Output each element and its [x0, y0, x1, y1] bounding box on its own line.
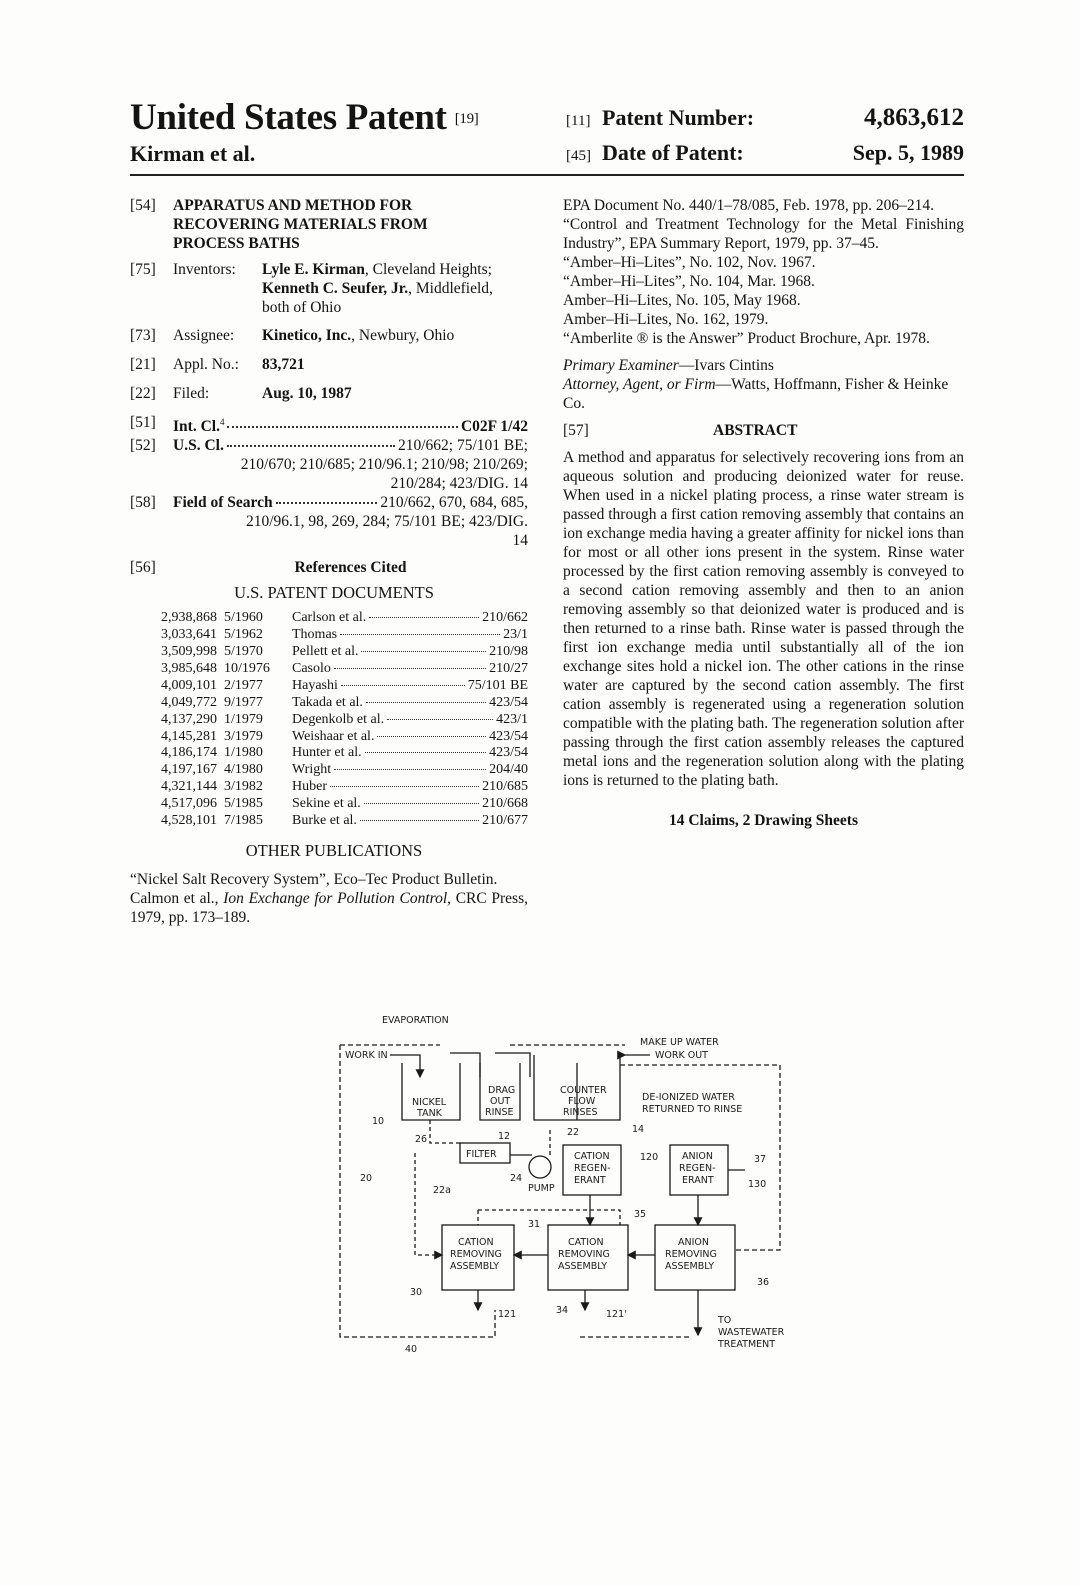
ref-37: 37 [754, 1154, 767, 1165]
pub-2-source: CRC Press, 1979, pp. 173–189. [130, 889, 528, 926]
reference-row [161, 796, 528, 813]
title-line-3: PROCESS BATHS [173, 235, 300, 252]
reference-name: Casolo [292, 660, 331, 676]
reference-leader [341, 685, 465, 686]
reference-class: 210/27 [489, 660, 528, 676]
fos-label: Field of Search [173, 494, 273, 512]
inventor-1-name: Lyle E. Kirman [262, 261, 365, 278]
ref-121: 121 [498, 1309, 517, 1320]
reference-row [161, 661, 528, 678]
title-text: United States Patent [130, 97, 447, 138]
reference-row [161, 762, 528, 779]
reference-row [161, 745, 528, 762]
patent-number-tag: [11] [566, 113, 591, 129]
ref-36: 36 [757, 1277, 770, 1288]
reference-class: 210/685 [482, 779, 528, 795]
uscl-tag: [52] [130, 437, 156, 455]
fos-line-3: 14 [512, 532, 528, 550]
title-field-tag: [54] [130, 197, 156, 214]
publication-entry: “Amber–Hi–Lites”, No. 104, Mar. 1968. [563, 273, 815, 290]
reference-name: Hunter et al. [292, 745, 362, 761]
ref-121-prime: 121' [606, 1309, 627, 1320]
reference-name: Weishaar et al. [292, 728, 375, 744]
cation-removing-2-line-3: ASSEMBLY [558, 1261, 608, 1272]
abstract-heading-row [563, 421, 964, 440]
work-out-label: WORK OUT [655, 1050, 708, 1061]
us-docs-heading: U.S. PATENT DOCUMENTS [234, 583, 434, 603]
header-rule [130, 174, 964, 176]
publication-entry: Amber–Hi–Lites, No. 162, 1979. [563, 311, 769, 328]
reference-name-cell [292, 627, 528, 644]
intcl-tag: [51] [130, 414, 156, 431]
make-up-water-label: MAKE UP WATER [640, 1037, 719, 1048]
uscl-line-2: 210/670; 210/685; 210/96.1; 210/98; 210/269; [240, 456, 528, 474]
reference-number: 4,528,101 [161, 813, 217, 829]
reference-class: 23/1 [503, 627, 528, 643]
cation-regen-line-1: CATION [574, 1151, 610, 1162]
reference-date: 1/1980 [224, 745, 263, 761]
reference-number: 3,985,648 [161, 660, 217, 676]
cation-removing-2-line-1: CATION [568, 1237, 604, 1248]
abstract-heading: ABSTRACT [713, 422, 798, 439]
reference-row [161, 644, 528, 661]
cation-regen-line-2: REGEN- [574, 1163, 611, 1174]
ref-26: 26 [415, 1134, 428, 1145]
counter-flow-line-3: RINSES [563, 1107, 598, 1118]
reference-row [161, 678, 528, 695]
rack-transfer-1 [450, 1053, 480, 1077]
reference-number: 4,186,174 [161, 745, 217, 761]
filed-date: Aug. 10, 1987 [262, 385, 352, 402]
reference-number: 4,197,167 [161, 762, 217, 778]
wastewater-line-2: WASTEWATER [718, 1327, 785, 1338]
reference-class: 204/40 [489, 762, 528, 778]
process-diagram [320, 1005, 800, 1355]
reference-leader [364, 803, 479, 804]
cation-removing-2-line-2: REMOVING [558, 1249, 610, 1260]
date-line [566, 140, 964, 166]
reference-number: 4,049,772 [161, 694, 217, 710]
inventor-2-name: Kenneth C. Seufer, Jr. [262, 280, 409, 297]
counter-flow-line-1: COUNTER [560, 1085, 607, 1096]
pump-symbol [529, 1156, 551, 1178]
reference-date: 5/1970 [224, 643, 263, 659]
intcl-sup: 4 [219, 417, 225, 427]
anion-regen-line-3: ERANT [682, 1175, 714, 1186]
filed-field [130, 384, 528, 403]
fos-field [130, 493, 528, 550]
ref-22: 22 [567, 1127, 580, 1138]
reference-name: Wright [292, 762, 332, 778]
right-column [563, 196, 964, 830]
reference-number: 4,009,101 [161, 677, 217, 693]
drag-out-line-3: RINSE [485, 1107, 514, 1118]
attorney-name: —Watts, Hoffmann, Fisher & Heinke Co. [563, 376, 949, 412]
reference-leader [387, 719, 493, 720]
reference-date: 9/1977 [224, 694, 263, 710]
appl-number: 83,721 [262, 356, 305, 373]
filter-label: FILTER [466, 1149, 497, 1160]
reference-row [161, 813, 528, 830]
anion-removing-line-3: ASSEMBLY [665, 1261, 715, 1272]
title-tag: [19] [454, 111, 479, 127]
intcl-value: C02F 1/42 [460, 418, 528, 436]
reference-class: 210/677 [482, 813, 528, 829]
filed-tag: [22] [130, 385, 156, 402]
appl-field [130, 355, 528, 374]
reference-class: 75/101 BE [467, 677, 528, 693]
reference-date: 1/1979 [224, 711, 263, 727]
reference-class: 210/668 [482, 796, 528, 812]
reference-name: Thomas [292, 627, 338, 643]
fos-value: 210/662, 670, 684, 685, [380, 494, 528, 512]
examiner-name: —Ivars Cintins [678, 357, 774, 374]
reference-class: 423/54 [489, 694, 528, 710]
patent-number: 4,863,612 [864, 104, 964, 131]
assignee-label: Assignee: [173, 327, 235, 344]
reference-name-cell [292, 729, 528, 746]
drag-out-line-2: OUT [490, 1096, 511, 1107]
reference-name-cell [292, 779, 528, 796]
fos-tag: [58] [130, 494, 156, 512]
ref-120: 120 [640, 1152, 659, 1163]
attorney-label: Attorney, Agent, or Firm [563, 376, 716, 393]
pub-2-authors: Calmon et al., [130, 889, 224, 907]
anion-regen-line-2: REGEN- [679, 1163, 716, 1174]
reference-row [161, 610, 528, 627]
reference-row [161, 712, 528, 729]
ref-10: 10 [372, 1116, 385, 1127]
references-tag: [56] [130, 559, 156, 577]
rack-transfer-2 [495, 1053, 530, 1077]
reference-date: 4/1980 [224, 762, 263, 778]
reference-date: 5/1985 [224, 796, 263, 812]
reference-name: Hayashi [292, 677, 338, 693]
reference-leader [340, 634, 500, 635]
publication-entry: Amber–Hi–Lites, No. 105, May 1968. [563, 292, 801, 309]
drag-out-line-1: DRAG [488, 1085, 516, 1096]
reference-name: Huber [292, 779, 327, 795]
document-title [130, 96, 478, 139]
work-in-arrow [390, 1055, 420, 1077]
reference-number: 4,517,096 [161, 796, 217, 812]
pubs-continued [563, 196, 964, 348]
assignee-place: , Newbury, Ohio [351, 327, 455, 344]
wastewater-line-1: TO [718, 1315, 732, 1326]
uscl-field [130, 436, 528, 493]
reference-name-cell [292, 695, 528, 712]
date-label: Date of Patent: [602, 140, 744, 165]
intcl-field [130, 413, 528, 436]
inventors-field [130, 260, 528, 317]
deionized-note-line-2: RETURNED TO RINSE [642, 1104, 743, 1115]
reference-name-cell [292, 712, 528, 729]
intcl-label: Int. Cl. [173, 418, 220, 436]
reference-date: 5/1960 [224, 610, 263, 626]
ref-14: 14 [632, 1124, 645, 1135]
reference-leader [334, 668, 486, 669]
uscl-line-3: 210/284; 423/DIG. 14 [390, 475, 528, 493]
reference-date: 5/1962 [224, 627, 263, 643]
references-field [130, 558, 528, 577]
pump-label: PUMP [528, 1183, 555, 1194]
reference-number: 3,033,641 [161, 627, 217, 643]
ref-130: 130 [748, 1179, 767, 1190]
reference-leader [360, 820, 479, 821]
reference-leader [334, 769, 486, 770]
reference-number: 4,145,281 [161, 728, 217, 744]
reference-number: 4,137,290 [161, 711, 217, 727]
inventors-label: Inventors: [173, 261, 236, 278]
reference-name-cell [292, 678, 528, 695]
reference-date: 2/1977 [224, 677, 263, 693]
ref-40: 40 [405, 1344, 418, 1355]
reference-name-cell [292, 661, 528, 678]
ref-34: 34 [556, 1305, 569, 1316]
inventors-short: Kirman et al. [130, 141, 256, 166]
appl-label: Appl. No.: [173, 356, 239, 373]
left-column [130, 196, 528, 927]
reference-name-cell [292, 745, 528, 762]
fos-line-2: 210/96.1, 98, 269, 284; 75/101 BE; 423/DIG. [245, 513, 528, 531]
reference-leader [377, 736, 486, 737]
deionized-note-line-1: DE-IONIZED WATER [642, 1092, 735, 1103]
pub-2 [130, 889, 528, 927]
ref-30: 30 [410, 1287, 423, 1298]
examiner-label: Primary Examiner [563, 357, 679, 374]
reference-name: Takada et al. [292, 694, 363, 710]
references-heading: References Cited [294, 559, 407, 577]
counter-flow-line-2: FLOW [568, 1096, 596, 1107]
reference-name-cell [292, 796, 528, 813]
reference-name-cell [292, 644, 528, 661]
patent-date: Sep. 5, 1989 [852, 140, 964, 165]
reference-name-cell [292, 610, 528, 627]
reference-row [161, 729, 528, 746]
reference-leader [361, 651, 486, 652]
reference-leader [330, 786, 479, 787]
reference-date: 7/1985 [224, 813, 263, 829]
inventor-tail: both of Ohio [262, 299, 342, 316]
reference-name: Carlson et al. [292, 610, 367, 626]
ref-31: 31 [528, 1219, 541, 1230]
ref-22a: 22a [433, 1185, 451, 1196]
reference-leader [365, 752, 487, 753]
reference-name: Sekine et al. [292, 796, 361, 812]
reference-name: Burke et al. [292, 813, 357, 829]
ref-20: 20 [360, 1173, 373, 1184]
title-field [130, 196, 528, 253]
reference-number: 3,509,998 [161, 643, 217, 659]
assignee-name: Kinetico, Inc. [262, 327, 352, 344]
nickel-tank-line-2: TANK [417, 1108, 442, 1119]
reference-leader [366, 702, 486, 703]
uscl-leader [227, 445, 395, 447]
inventors-tag: [75] [130, 261, 156, 278]
cation-regen-line-3: ERANT [574, 1175, 606, 1186]
publication-entry: EPA Document No. 440/1–78/085, Feb. 1978, pp. 206–214. [563, 197, 935, 214]
examiner-line [563, 356, 964, 375]
cation-removing-1-line-3: ASSEMBLY [450, 1261, 500, 1272]
assignee-tag: [73] [130, 327, 156, 344]
title-line-2: RECOVERING MATERIALS FROM [173, 216, 428, 233]
reference-class: 210/662 [482, 610, 528, 626]
publication-entry: “Amberlite ® is the Answer” Product Brochure, Apr. 1978. [563, 330, 930, 347]
reference-name: Pellett et al. [292, 643, 359, 659]
filed-label: Filed: [173, 385, 210, 402]
anion-removing-line-2: REMOVING [665, 1249, 717, 1260]
reference-class: 423/54 [489, 745, 528, 761]
date-tag: [45] [566, 148, 591, 164]
patent-number-label: Patent Number: [602, 105, 755, 130]
fos-leader [276, 502, 378, 504]
attorney-line [563, 375, 964, 413]
pub-2-title: Ion Exchange for Pollution Control, [223, 889, 452, 907]
reference-date: 10/1976 [224, 660, 270, 676]
reference-row [161, 695, 528, 712]
reference-class: 423/1 [496, 711, 528, 727]
assignee-field [130, 326, 528, 345]
uscl-value: 210/662; 75/101 BE; [397, 437, 528, 455]
reference-class: 210/98 [489, 643, 528, 659]
cation-removing-1-line-1: CATION [458, 1237, 494, 1248]
appl-tag: [21] [130, 356, 156, 373]
publication-entry: “Amber–Hi–Lites”, No. 102, Nov. 1967. [563, 254, 816, 271]
anion-regen-line-1: ANION [682, 1151, 713, 1162]
anion-removing-line-1: ANION [678, 1237, 709, 1248]
reference-name-cell [292, 762, 528, 779]
other-pubs-heading: OTHER PUBLICATIONS [245, 840, 423, 860]
ref-12: 12 [498, 1131, 511, 1142]
ref-24: 24 [510, 1173, 523, 1184]
reference-class: 423/54 [489, 728, 528, 744]
work-in-label: WORK IN [345, 1050, 388, 1061]
pub-1: “Nickel Salt Recovery System”, Eco–Tec Product Bulletin. [130, 870, 498, 888]
wastewater-line-3: TREATMENT [718, 1339, 776, 1350]
reference-date: 3/1982 [224, 779, 263, 795]
nickel-tank-line-1: NICKEL [412, 1097, 447, 1108]
title-line-1: APPARATUS AND METHOD FOR [173, 197, 413, 214]
reference-number: 2,938,868 [161, 610, 217, 626]
cation-removing-1-line-2: REMOVING [450, 1249, 502, 1260]
reference-row [161, 779, 528, 796]
patent-number-line [566, 104, 964, 132]
evaporation-label: EVAPORATION [382, 1015, 449, 1026]
reference-row [161, 627, 528, 644]
abstract-tag: [57] [563, 422, 589, 439]
abstract-text: A method and apparatus for selectively recovering ions from an aqueous solution and producing deionized water for reuse. When used in a nickel plating process, a rinse water stream is passed through a first cation removing assembly that contains an ion exchange media having a greater affinity for nickel ions than for most or all other ions present in the system. Rinse water processed by the first cation removing assembly is conveyed to a second cation removing assembly and then to an anion removing assembly so that deionized water is produced and is then returned to a rinse bath. Rinse water is passed through the first ion exchange media until substantially all of the ion exchange sites hold a nickel ion. The other cations in the rinse water are captured by the second cation assembly. The first cation assembly is regenerated using a regeneration solution compatible with the plating bath. The regeneration solution after passing through the first cation assembly releases the captured metal ions and the regeneration solution along with the plating ions is returned to the plating bath. [563, 449, 964, 789]
reference-leader [369, 617, 479, 618]
reference-number: 4,321,144 [161, 779, 217, 795]
reference-date: 3/1979 [224, 728, 263, 744]
reference-name-cell [292, 813, 528, 830]
claims-line: 14 Claims, 2 Drawing Sheets [668, 812, 858, 829]
ref-35: 35 [634, 1209, 647, 1220]
inventor-2-place: , Middlefield, [408, 280, 493, 297]
process-diagram-svg [320, 1005, 800, 1355]
references-table [130, 610, 528, 830]
inventor-1-place: , Cleveland Heights; [364, 261, 492, 278]
intcl-leader [227, 426, 458, 428]
uscl-label: U.S. Cl. [173, 437, 224, 455]
publication-entry: “Control and Treatment Technology for the Metal Finishing Industry”, EPA Summary Report, 1979, pp. 37–45. [563, 216, 964, 252]
reference-name: Degenkolb et al. [292, 711, 385, 727]
